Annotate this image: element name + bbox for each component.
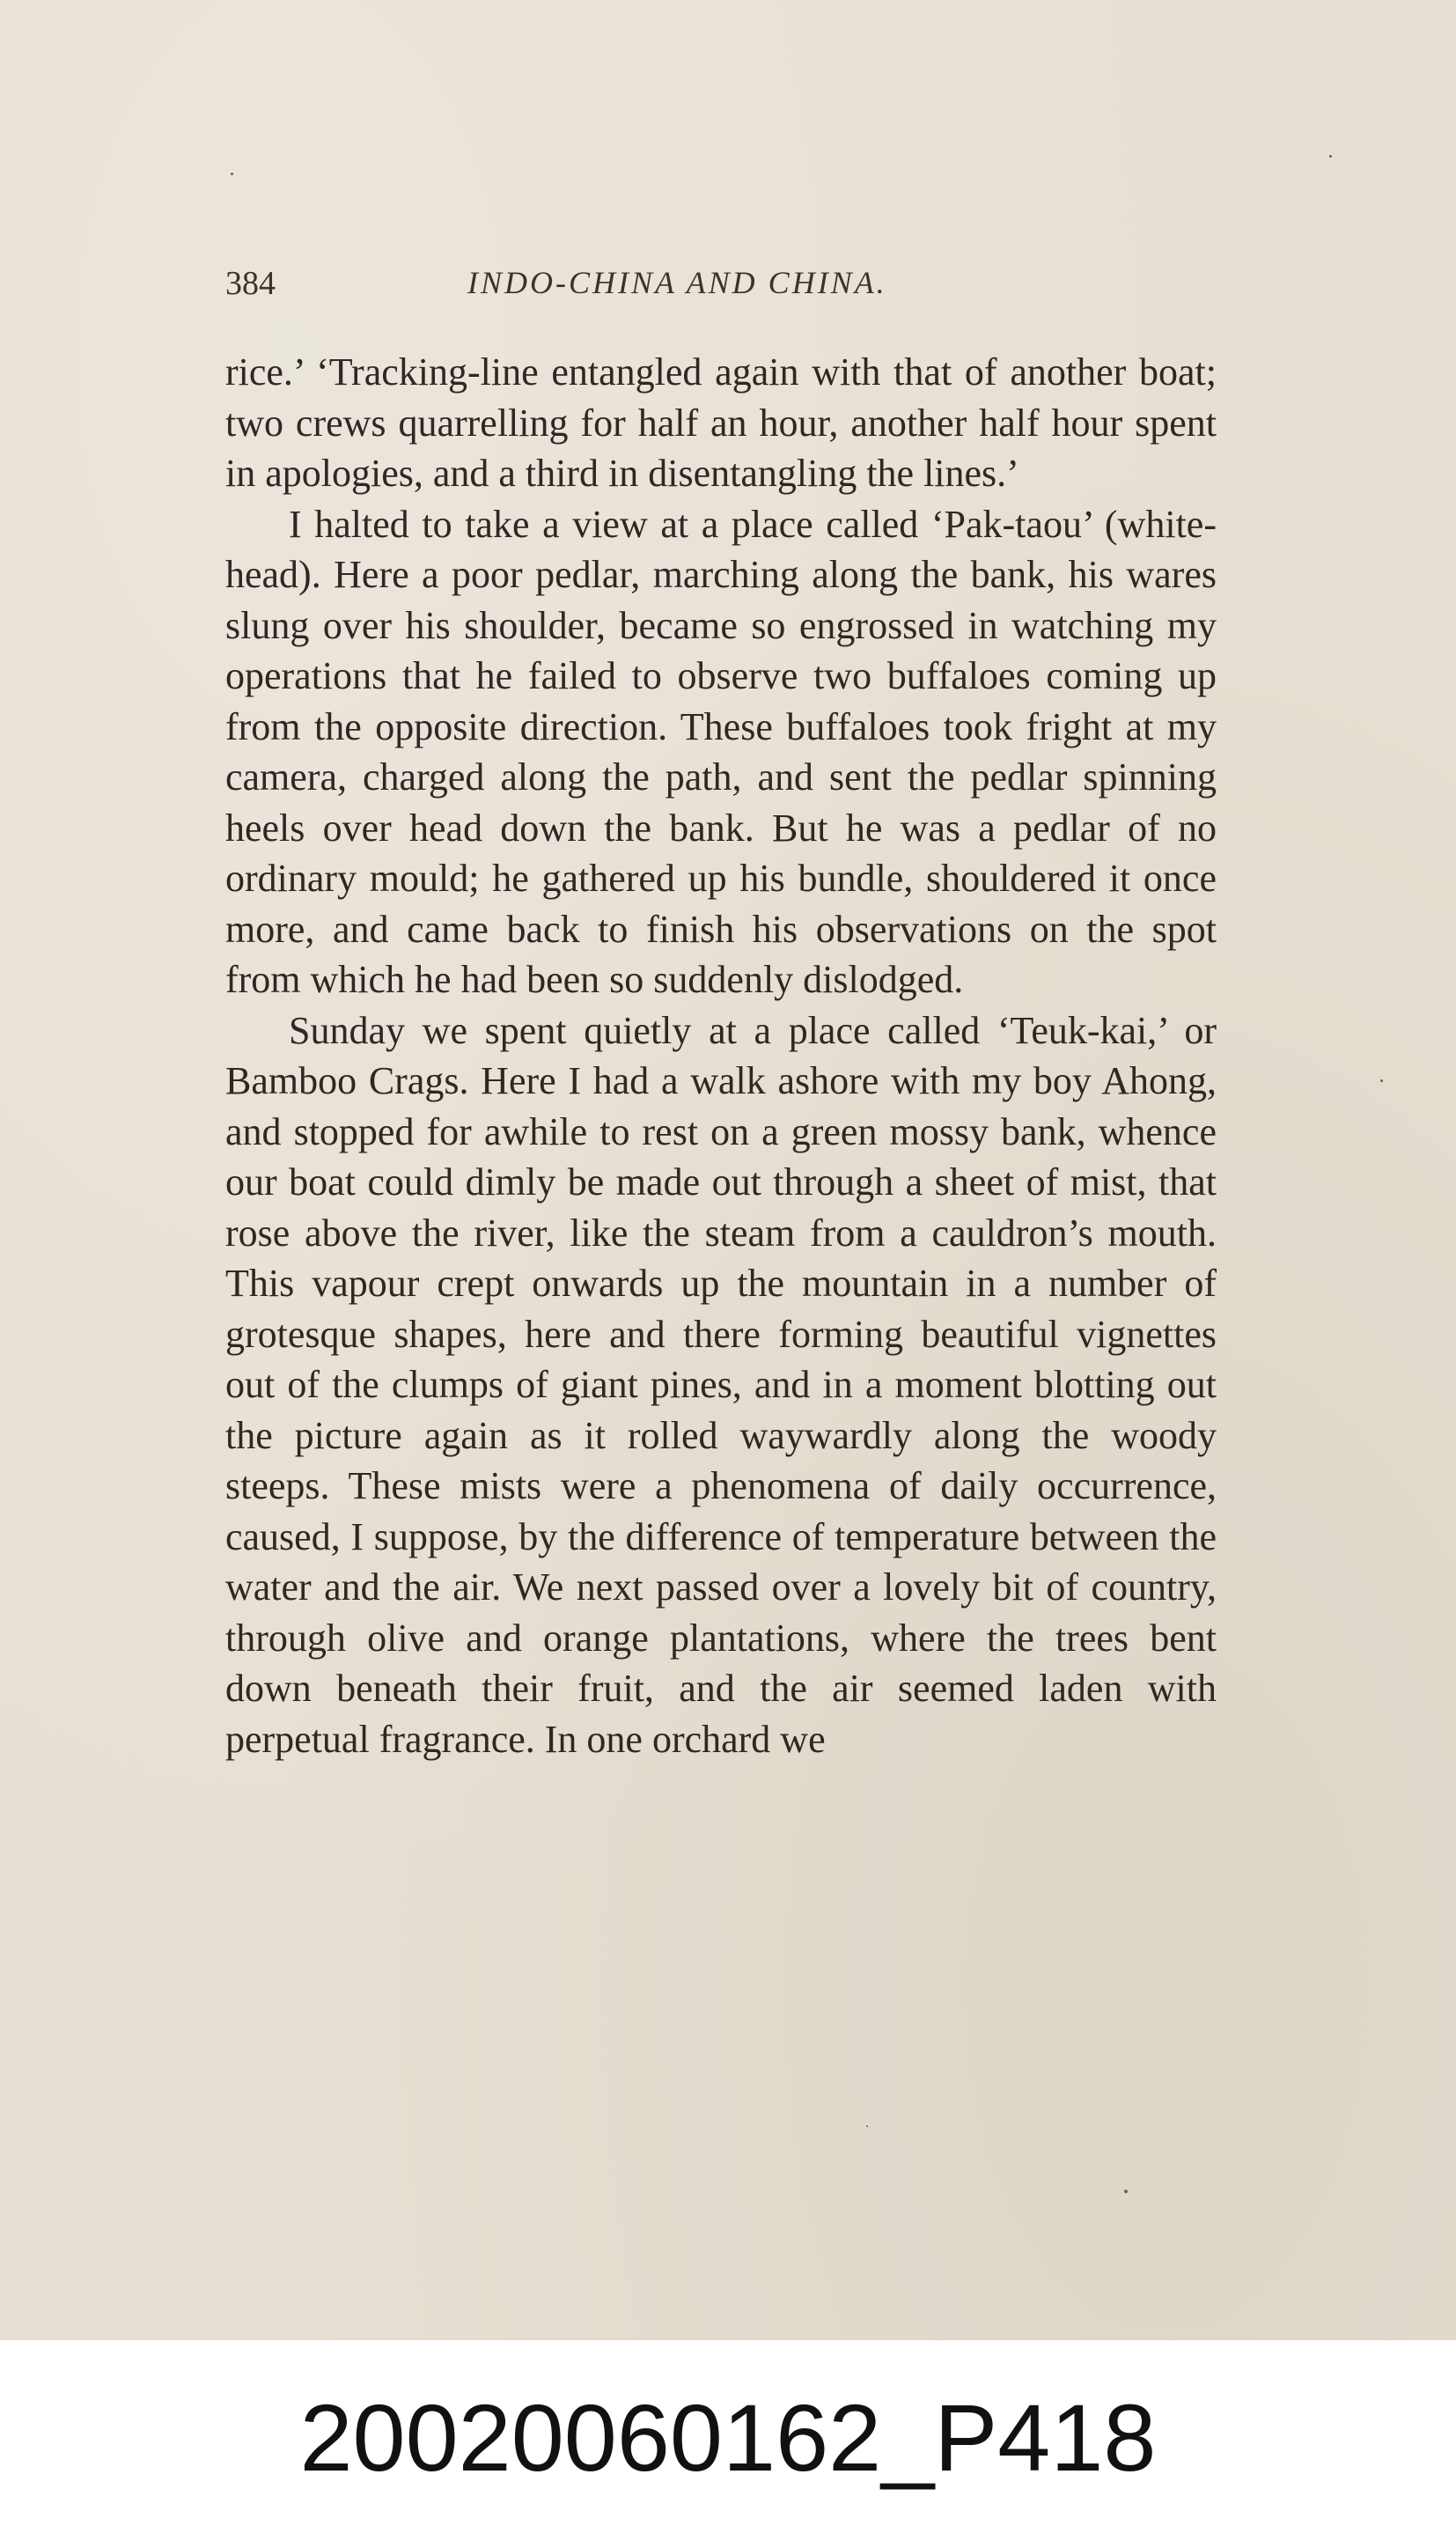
running-title: INDO-CHINA AND CHINA. <box>467 265 887 300</box>
paragraph-2: I halted to take a view at a place called ‘Pak-taou’ (white-head). Here a poor pedlar, marching along the bank, his wares slung over his shoulder, became so engrossed in watching my operations that he failed to observe two buffaloes coming up from the opposite direction. These buffaloes took fright at my camera, charged along the path, and sent the pedlar spinning heels over head down the bank. But he was a pedlar of no ordinary mould; he gathered up his bundle, shouldered it once more, and came back to finish his observations on the spot from which he had been so suddenly dislodged. <box>225 502 1217 1001</box>
paper-speck <box>231 173 233 175</box>
paper-speck <box>1329 155 1332 158</box>
paragraph-1: rice.’ ‘Tracking-line entangled again with that of another boat; two crews quarrelling for half an hour, another half hour spent in apologies, and a third in disentangling the lines.’ <box>225 350 1217 495</box>
paragraph-3: Sunday we spent quietly at a place called ‘Teuk-kai,’ or Bamboo Crags. Here I had a walk ashore with my boy Ahong, and stopped for awhile to rest on a green mossy bank, whence our boat could dimly be made out through a sheet of mist, that rose above the river, like the steam from a cauldron’s mouth. This vapour crept onwards up the mountain in a number of grotesque shapes, here and there forming beautiful vignettes out of the clumps of giant pines, and in a moment blotting out the picture again as it rolled waywardly along the woody steeps. These mists were a phenomena of daily occurrence, caused, I suppose, by the difference of temperature between the water and the air. We next passed over a lovely bit of country, through olive and orange plantations, where the trees bent down beneath their fruit, and the air seemed laden with perpetual fragrance. In one orchard we <box>225 1008 1217 1761</box>
running-head <box>225 264 1220 317</box>
paper-speck <box>866 2125 868 2127</box>
page-number: 384 <box>225 265 276 302</box>
paper-speck <box>1124 2190 1128 2193</box>
footer <box>0 2340 1456 2548</box>
scan-identifier: 20020060162_P418 <box>299 2384 1157 2491</box>
body-text <box>225 347 1217 1764</box>
paper-speck <box>1380 1079 1383 1082</box>
